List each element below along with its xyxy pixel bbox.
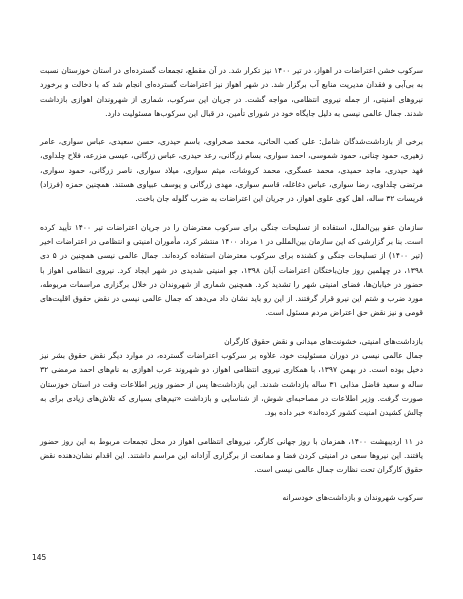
paragraph-3: سازمان عفو بین‌الملل، استفاده از تسلیحات جنگی برای سرکوب معترضان را در جریان اعتراضات تیر ۱۴۰۰ تأیید کرده است. بنا بر گزارشی که این سازمان بین‌المللی در ۱ مرداد ۱۴۰۰ منتشر کرد، مأموران امنیتی و انتظامی در اعتراضات اخیر (تیر ۱۴۰۰) از تسلیحات جنگی و کشنده برای سرکوب معترضان استفاده کرده‌اند. جمال عالمی نیسی همچنین در ۵ دی ۱۳۹۸، در چهلمین روز جان‌باختگان اعتراضات آبان ۱۳۹۸، جو امنیتی شدیدی در شهر ایجاد کرد. نیروی انتظامی اهواز با حضور در خیابان‌ها، فضای امنیتی شهر را تشدید کرد. همچنین شماری از شهروندان در خلال برگزاری مراسمات مربوطه، مورد ضرب و شتم این نیرو قرار گرفتند. از این رو باید نشان داد می‌دهد که جمال عالمی نیسی در نقض حقوق اقلیت‌های قومی و نیز نقض حق اعتراض مردم مسئول است. xyxy=(40,222,424,318)
section-heading: سرکوب شهروندان و بازداشت‌های خودسرانه xyxy=(282,493,423,503)
page-content xyxy=(40,64,423,506)
paragraph-2: برخی از بازداشت‌شدگان شامل: علی کعب الحائی، محمد صخراوی، باسم حیدری، حسن سعیدی، عباس سواری، عامر زهیری، حمود چنانی، حمود شموسی، احمد سواری، بسام زرگانی، رعد حیدری، عباس زرگانی، عیسی مزرعه، فلاح چلداوی، فهد حیدری، ماجد حمیدی، محمد عسگری، محمد کروشات، میثم سواری، میلاد سواری، ناصر زرگانی، حمود سواری، مرتضی چلداوی، رضا سواری، عباس دغاغله، قاسم سواری، مهدی زرگانی و یوسف عبیاوی هستند. همچنین حمزه (فرزاد) فریسات ۳۲ ساله، اهل کوی علوی اهواز، در جریان این اعتراضات به ضرب گلوله جان باخت. xyxy=(40,137,423,204)
paragraph-5: در ۱۱ اردیبهشت ۱۴۰۰، همزمان با روز جهانی کارگر، نیروهای انتظامی اهواز در محل تجمعات مربوط به این روز حضور یافتند. این نیروها سعی در امنیتی کردن فضا و ممانعت از برگزاری آزادانه این مراسم داشتند. این اقدام نشان‌دهنده نقض حقوق کارگران تحت نظارت جمال عالمی نیسی است. xyxy=(40,436,423,475)
paragraph-1: سرکوب خشن اعتراضات در اهواز، در تیر ۱۴۰۰ نیز تکرار شد. در آن مقطع، تجمعات گسترده‌ای در استان خوزستان نسبت به بی‌آبی و فقدان مدیریت منابع آب برگزار شد. در شهر اهواز نیز اعتراضات گسترده‌ای انجام شد که با دخالت و برخورد نیروهای امنیتی، از جمله نیروی انتظامی، مواجه گشت. در جریان این سرکوب، شماری از شهروندان اهوازی بازداشت شدند. جمال عالمی نیسی به دلیل جایگاه خود در شورای تأمین، در قبال این سرکوب‌ها مسئولیت دارد. xyxy=(40,66,423,118)
paragraph-4: بازداشت‌های امنیتی، خشونت‌های میدانی و نقض حقوق کارگران جمال عالمی نیسی در دوران مسئولیت خود، علاوه بر سرکوب اعتراضات گسترده، در موارد دیگر نقض حقوق بشر نیز دخیل بوده است. در بهمن ۱۳۹۷، با همکاری نیروی انتظامی اهواز، دو شهروند عرب اهوازی به نام‌های احمد مرمضی ۳۲ ساله و سعید فاضل مذابی ۳۱ ساله بازداشت شدند. این بازداشت‌ها پس از حضور وزیر اطلاعات وقت در استان خوزستان صورت گرفت. وزیر اطلاعات در مصاحبه‌ای شوش، از شناسایی و بازداشت «تیم‌های بسیاری که تلاش‌های زیادی برای به چالش کشیدن امنیت کشور کرده‌اند» خبر داده بود. xyxy=(40,336,423,418)
page-number: 145 xyxy=(32,553,47,562)
